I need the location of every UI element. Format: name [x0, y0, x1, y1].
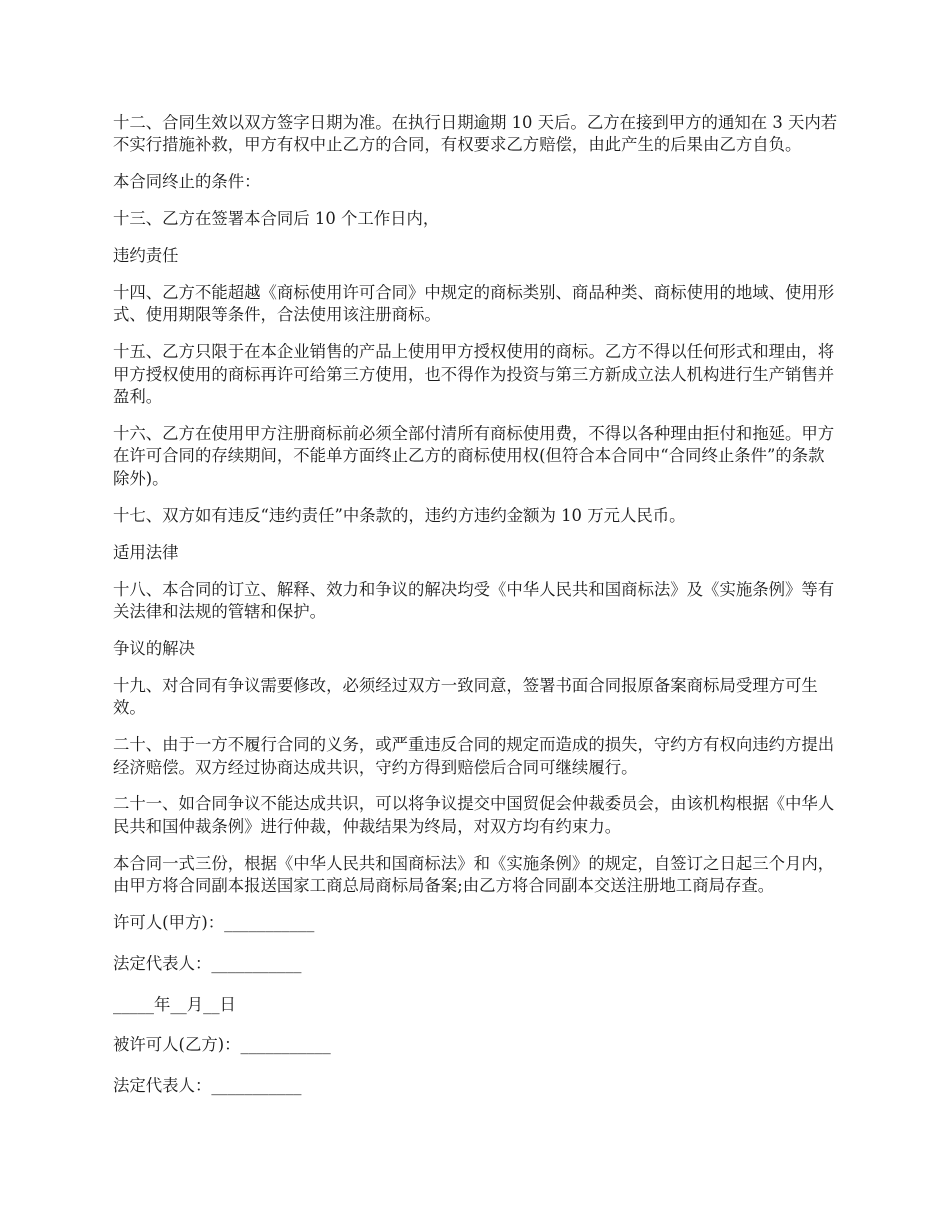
clause-15: 十五、乙方只限于在本企业销售的产品上使用甲方授权使用的商标。乙方不得以任何形式和理由，将甲方授权使用的商标再许可给第三方使用，也不得作为投资与第三方新成立法人机构进行生产销售并盈利。	[113, 342, 835, 407]
licensee-representative-line: 法定代表人：___________	[113, 1076, 302, 1096]
copies-clause: 本合同一式三份，根据《中华人民共和国商标法》和《实施条例》的规定，自签订之日起三个月内，由甲方将合同副本报送国家工商总局商标局备案;由乙方将合同副本交送注册地工商局存查。	[113, 853, 835, 896]
licensee-signature-line: 被许可人(乙方)：___________	[113, 1035, 331, 1055]
date-line: _____年__月__日	[113, 994, 236, 1014]
clause-13: 十三、乙方在签署本合同后 10 个工作日内，	[113, 209, 440, 229]
clause-18: 十八、本合同的订立、解释、效力和争议的解决均受《中华人民共和国商标法》及《实施条例》等有关法律和法规的管辖和保护。	[113, 579, 835, 621]
applicable-law-heading: 适用法律	[113, 542, 179, 562]
dispute-heading: 争议的解决	[113, 638, 195, 658]
termination-heading: 本合同终止的条件：	[113, 172, 261, 192]
clause-17: 十七、双方如有违反“违约责任”中条款的，违约方违约金额为 10 万元人民币。	[113, 505, 686, 525]
liability-heading: 违约责任	[113, 246, 179, 266]
clause-14: 十四、乙方不能超越《商标使用许可合同》中规定的商标类别、商品种类、商标使用的地域、使用形式、使用期限等条件，合法使用该注册商标。	[113, 283, 835, 325]
clause-20: 二十、由于一方不履行合同的义务，或严重违反合同的规定而造成的损失，守约方有权向违约方提出经济赔偿。双方经过协商达成共识，守约方得到赔偿后合同可继续履行。	[113, 735, 835, 777]
licensor-representative-line: 法定代表人：___________	[113, 953, 302, 973]
clause-19: 十九、对合同有争议需要修改，必须经过双方一致同意，签署书面合同报原备案商标局受理方可生效。	[113, 675, 818, 718]
clause-16: 十六、乙方在使用甲方注册商标前必须全部付清所有商标使用费，不得以各种理由拒付和拖延。甲方在许可合同的存续期间，不能单方面终止乙方的商标使用权(但符合本合同中“合同终止条件”的条款除外)。	[113, 424, 835, 488]
licensor-signature-line: 许可人(甲方)：___________	[113, 913, 315, 933]
clause-21: 二十一、如合同争议不能达成共识，可以将争议提交中国贸促会仲裁委员会，由该机构根据《中华人民共和国仲裁条例》进行仲裁，仲裁结果为终局，对双方均有约束力。	[113, 794, 835, 836]
clause-12: 十二、合同生效以双方签字日期为准。在执行日期逾期 10 天后。乙方在接到甲方的通知在 3 天内若不实行措施补救，甲方有权中止乙方的合同，有权要求乙方赔偿，由此产生的后果由乙方自负。	[113, 113, 838, 155]
